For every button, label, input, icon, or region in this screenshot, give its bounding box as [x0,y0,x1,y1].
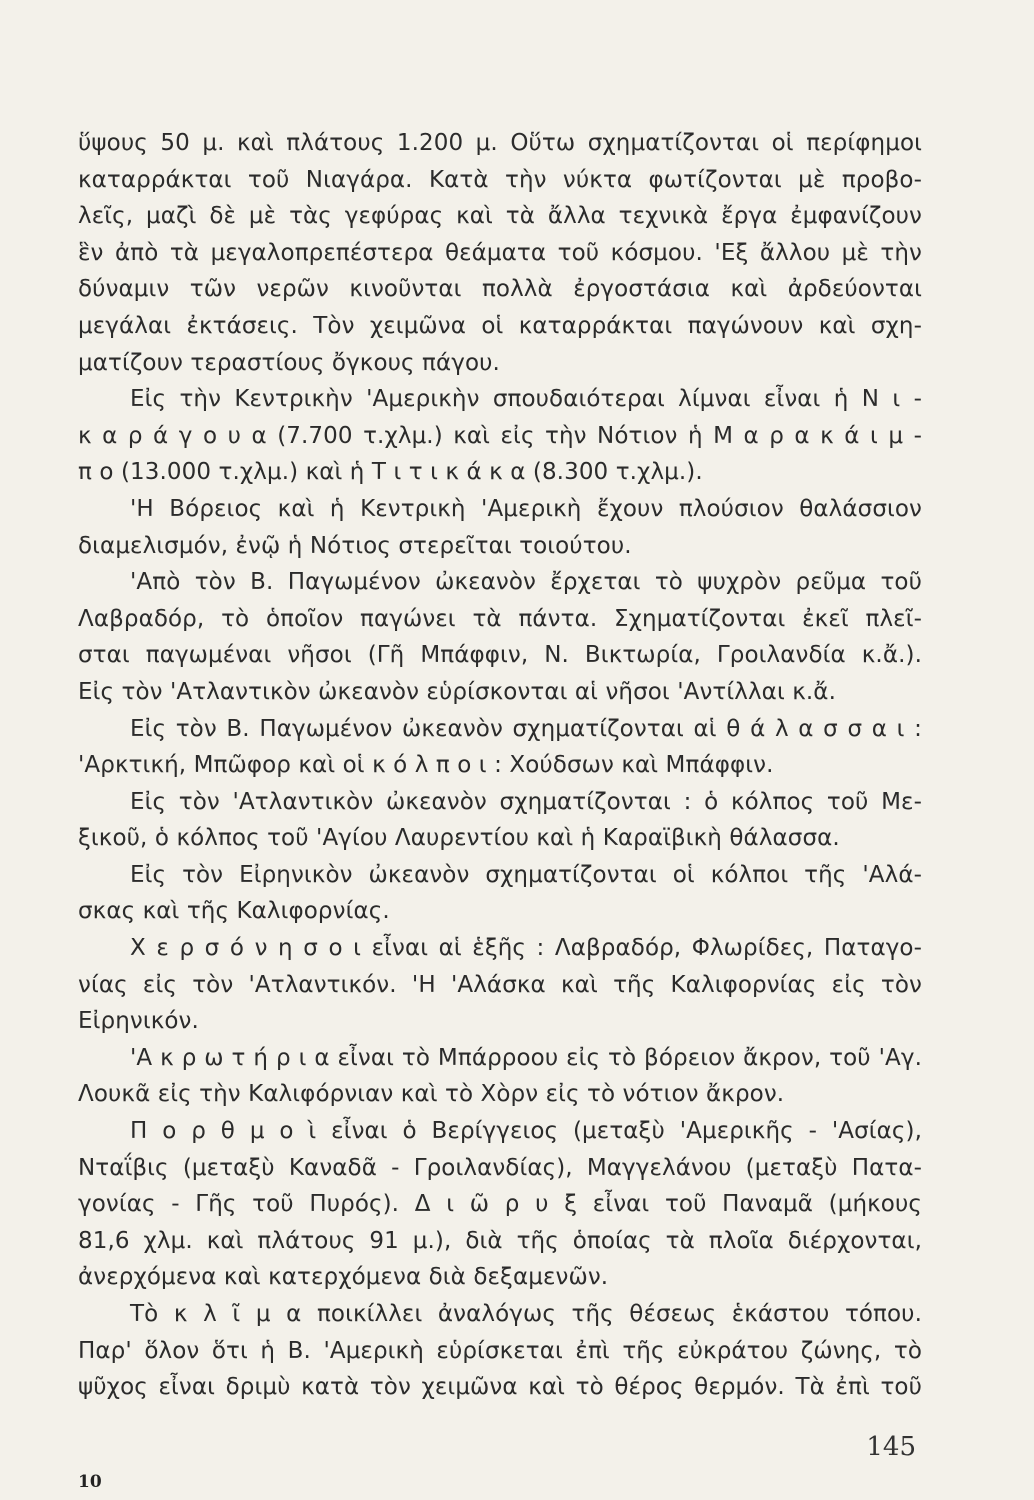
text-line: σται παγωμέναι νῆσοι (Γῆ Μπάφφιν, Ν. Βικτωρία, Γροιλανδία κ.ἄ.). [78,642,922,669]
text-line: Νταΐβις (μεταξὺ Καναδᾶ - Γροιλανδίας), Μαγγελάνου (μεταξὺ Πατα- [78,1154,922,1181]
text-line: Λουκᾶ εἰς τὴν Καλιφόρνιαν καὶ τὸ Χὸρν εἰς τὸ νότιον ἄκρον. [78,1081,785,1108]
paragraph-start: 'Απὸ τὸν Β. Παγωμένον ὠκεανὸν ἔρχεται τὸ ψυχρὸν ρεῦμα τοῦ [130,569,922,596]
text-line: ἀνερχόμενα καὶ κατερχόμενα διὰ δεξαμενῶν. [78,1264,609,1291]
text-line: σκας καὶ τῆς Καλιφορνίας. [78,898,390,925]
text-line: γονίας - Γῆς τοῦ Πυρός). Δ ι ῶ ρ υ ξ εἶναι τοῦ Παναμᾶ (μήκους [78,1191,922,1218]
text-line: νίας εἰς τὸν 'Ατλαντικόν. 'Η 'Αλάσκα καὶ τῆς Καλιφορνίας εἰς τὸν [78,971,922,998]
text-line: κ α ρ ά γ ο υ α (7.700 τ.χλμ.) καὶ εἰς τὴν Νότιον ἡ Μ α ρ α κ ά ι μ - [78,422,922,449]
paragraph-start: Τὸ κ λ ῖ μ α ποικίλλει ἀναλόγως τῆς θέσεως ἑκάστου τόπου. [130,1301,922,1327]
page-number: 145 [866,1432,916,1462]
paragraph-start: Εἰς τὴν Κεντρικὴν 'Αμερικὴν σπουδαιότεραι λίμναι εἶναι ἡ Ν ι - [130,386,922,413]
text-line: ψῦχος εἶναι δριμὺ κατὰ τὸν χειμῶνα καὶ τὸ θέρος θερμόν. Τὰ ἐπὶ τοῦ [78,1374,922,1401]
paragraph-start: 'Η Βόρειος καὶ ἡ Κεντρικὴ 'Αμερικὴ ἔχουν πλούσιον θαλάσσιον [130,495,922,522]
text-line: Εἰς τὸν 'Ατλαντικὸν ὠκεανὸν εὑρίσκονται αἱ νῆσοι 'Αντίλλαι κ.ἄ. [78,678,836,705]
paragraph-start: Εἰς τὸν 'Ατλαντικὸν ὠκεανὸν σχηματίζονται : ὁ κόλπος τοῦ Με- [130,788,922,815]
paragraph-start: Π ο ρ θ μ ο ὶ εἶναι ὁ Βερίγγειος (μεταξὺ 'Αμερικῆς - 'Ασίας), [130,1118,922,1145]
text-line: διαμελισμόν, ἐνῷ ἡ Νότιος στερεῖται τοιούτου. [78,532,632,559]
body-text [78,125,922,1406]
text-line: Παρ' ὅλον ὅτι ἡ Β. 'Αμερικὴ εὑρίσκεται ἐπὶ τῆς εὐκράτου ζώνης, τὸ [78,1337,922,1364]
text-line: ὕψους 50 μ. καὶ πλάτους 1.200 μ. Οὕτω σχηματίζονται οἱ περίφημοι [78,130,922,156]
text-line: Εἰρηνικόν. [78,1008,199,1035]
paragraph-start: Εἰς τὸν Β. Παγωμένον ὠκεανὸν σχηματίζονται αἱ θ ά λ α σ σ α ι : [130,715,922,742]
paragraph-start: 'Α κ ρ ω τ ή ρ ι α εἶναι τὸ Μπάρροου εἰς τὸ βόρειον ἄκρον, τοῦ 'Αγ. [130,1044,922,1071]
text-line: Λαβραδόρ, τὸ ὁποῖον παγώνει τὰ πάντα. Σχηματίζονται ἐκεῖ πλεῖ- [78,605,922,632]
printer-signature-mark: 10 [78,1472,102,1492]
paragraph-start: Χ ε ρ σ ό ν η σ ο ι εἶναι αἱ ἑξῆς : Λαβραδόρ, Φλωρίδες, Παταγο- [130,935,922,962]
text-line: ματίζουν τεραστίους ὄγκους πάγου. [78,349,500,376]
text-line: 81,6 χλμ. καὶ πλάτους 91 μ.), διὰ τῆς ὁποίας τὰ πλοῖα διέρχονται, [78,1227,922,1254]
text-line: π ο (13.000 τ.χλμ.) καὶ ἡ Τ ι τ ι κ ά κ α (8.300 τ.χλμ.). [78,459,703,486]
text-line: δύναμιν τῶν νερῶν κινοῦνται πολλὰ ἐργοστάσια καὶ ἀρδεύονται [78,276,922,303]
text-line: μεγάλαι ἐκτάσεις. Τὸν χειμῶνα οἱ καταρράκται παγώνουν καὶ σχη- [78,312,922,339]
text-line: λεῖς, μαζὶ δὲ μὲ τὰς γεφύρας καὶ τὰ ἄλλα τεχνικὰ ἔργα ἐμφανίζουν [78,203,922,230]
text-line: ἓν ἀπὸ τὰ μεγαλοπρεπέστερα θεάματα τοῦ κόσμου. 'Εξ ἄλλου μὲ τὴν [78,239,922,266]
paragraph-start: Εἰς τὸν Εἰρηνικὸν ὠκεανὸν σχηματίζονται οἱ κόλποι τῆς 'Αλά- [130,861,922,888]
text-line: ξικοῦ, ὁ κόλπος τοῦ 'Αγίου Λαυρεντίου καὶ ἡ Καραϊβικὴ θάλασσα. [78,825,840,852]
text-line: καταρράκται τοῦ Νιαγάρα. Κατὰ τὴν νύκτα φωτίζονται μὲ προβο- [78,166,922,193]
text-line: 'Αρκτική, Μπῶφορ καὶ οἱ κ ό λ π ο ι : Χούδσων καὶ Μπάφφιν. [78,752,774,779]
